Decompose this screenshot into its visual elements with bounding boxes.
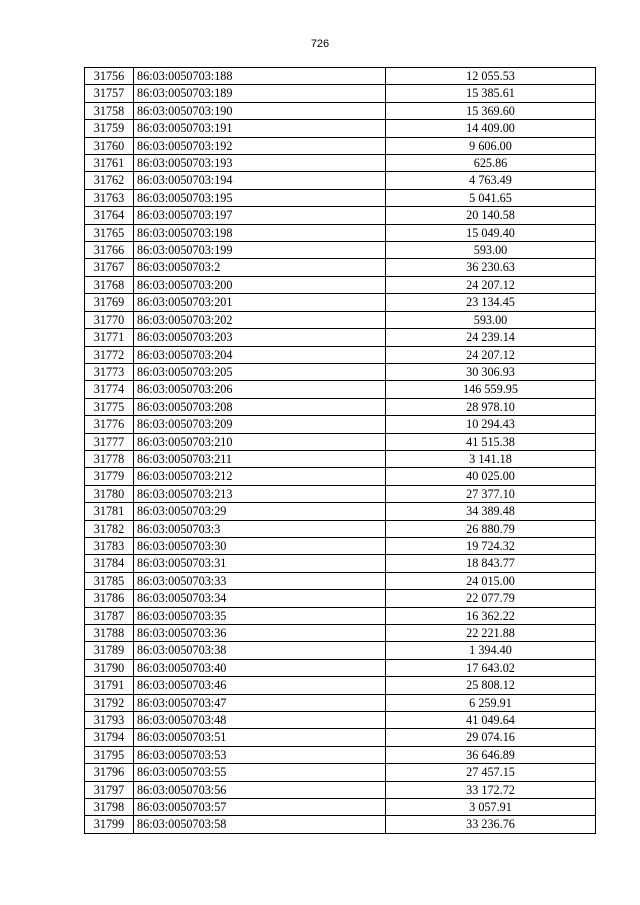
cadastral-code-cell: 86:03:0050703:198	[134, 224, 386, 241]
table-row	[85, 242, 596, 259]
cadastral-code-cell: 86:03:0050703:197	[134, 207, 386, 224]
table-row	[85, 137, 596, 154]
row-number-cell: 31776	[85, 416, 134, 433]
table-row	[85, 294, 596, 311]
table-row	[85, 642, 596, 659]
value-cell: 40 025.00	[386, 468, 596, 485]
row-number-cell: 31768	[85, 276, 134, 293]
value-cell: 10 294.43	[386, 416, 596, 433]
row-number-cell: 31788	[85, 625, 134, 642]
row-number-cell: 31774	[85, 381, 134, 398]
value-cell: 28 978.10	[386, 398, 596, 415]
value-cell: 22 221.88	[386, 625, 596, 642]
table-row	[85, 468, 596, 485]
cadastral-code-cell: 86:03:0050703:33	[134, 572, 386, 589]
cadastral-code-cell: 86:03:0050703:208	[134, 398, 386, 415]
row-number-cell: 31773	[85, 363, 134, 380]
table-row	[85, 485, 596, 502]
row-number-cell: 31770	[85, 311, 134, 328]
row-number-cell: 31786	[85, 590, 134, 607]
cadastral-code-cell: 86:03:0050703:3	[134, 520, 386, 537]
value-cell: 33 172.72	[386, 781, 596, 798]
value-cell: 16 362.22	[386, 607, 596, 624]
table-row	[85, 781, 596, 798]
table-row	[85, 155, 596, 172]
row-number-cell: 31757	[85, 85, 134, 102]
table-row	[85, 537, 596, 554]
row-number-cell: 31795	[85, 746, 134, 763]
row-number-cell: 31787	[85, 607, 134, 624]
table-row	[85, 329, 596, 346]
value-cell: 24 015.00	[386, 572, 596, 589]
table-row	[85, 450, 596, 467]
row-number-cell: 31777	[85, 433, 134, 450]
cadastral-code-cell: 86:03:0050703:47	[134, 694, 386, 711]
cadastral-code-cell: 86:03:0050703:34	[134, 590, 386, 607]
value-cell: 34 389.48	[386, 503, 596, 520]
cadastral-code-cell: 86:03:0050703:212	[134, 468, 386, 485]
row-number-cell: 31765	[85, 224, 134, 241]
row-number-cell: 31792	[85, 694, 134, 711]
table-row	[85, 102, 596, 119]
value-cell: 41 515.38	[386, 433, 596, 450]
cadastral-code-cell: 86:03:0050703:53	[134, 746, 386, 763]
value-cell: 24 239.14	[386, 329, 596, 346]
row-number-cell: 31783	[85, 537, 134, 554]
cadastral-code-cell: 86:03:0050703:2	[134, 259, 386, 276]
row-number-cell: 31764	[85, 207, 134, 224]
table-row	[85, 311, 596, 328]
value-cell: 3 057.91	[386, 799, 596, 816]
cadastral-code-cell: 86:03:0050703:35	[134, 607, 386, 624]
value-cell: 20 140.58	[386, 207, 596, 224]
cadastral-code-cell: 86:03:0050703:38	[134, 642, 386, 659]
row-number-cell: 31785	[85, 572, 134, 589]
cadastral-code-cell: 86:03:0050703:188	[134, 68, 386, 85]
table-row	[85, 85, 596, 102]
cadastral-code-cell: 86:03:0050703:51	[134, 729, 386, 746]
table-row	[85, 764, 596, 781]
cadastral-code-cell: 86:03:0050703:29	[134, 503, 386, 520]
table-row	[85, 68, 596, 85]
table-row	[85, 189, 596, 206]
row-number-cell: 31796	[85, 764, 134, 781]
table-row	[85, 712, 596, 729]
value-cell: 15 369.60	[386, 102, 596, 119]
value-cell: 9 606.00	[386, 137, 596, 154]
cadastral-code-cell: 86:03:0050703:55	[134, 764, 386, 781]
table-row	[85, 746, 596, 763]
row-number-cell: 31798	[85, 799, 134, 816]
cadastral-code-cell: 86:03:0050703:192	[134, 137, 386, 154]
table-row	[85, 416, 596, 433]
row-number-cell: 31771	[85, 329, 134, 346]
table-row	[85, 677, 596, 694]
value-cell: 15 385.61	[386, 85, 596, 102]
row-number-cell: 31778	[85, 450, 134, 467]
row-number-cell: 31781	[85, 503, 134, 520]
table-row	[85, 346, 596, 363]
cadastral-code-cell: 86:03:0050703:213	[134, 485, 386, 502]
table-row	[85, 799, 596, 816]
table-row	[85, 659, 596, 676]
page-number: 726	[310, 38, 330, 50]
table-row	[85, 433, 596, 450]
cadastral-code-cell: 86:03:0050703:204	[134, 346, 386, 363]
cadastral-code-cell: 86:03:0050703:201	[134, 294, 386, 311]
value-cell: 23 134.45	[386, 294, 596, 311]
value-cell: 146 559.95	[386, 381, 596, 398]
row-number-cell: 31763	[85, 189, 134, 206]
table-row	[85, 398, 596, 415]
table-row	[85, 503, 596, 520]
row-number-cell: 31759	[85, 120, 134, 137]
value-cell: 33 236.76	[386, 816, 596, 833]
cadastral-code-cell: 86:03:0050703:48	[134, 712, 386, 729]
cadastral-code-cell: 86:03:0050703:206	[134, 381, 386, 398]
cadastral-code-cell: 86:03:0050703:209	[134, 416, 386, 433]
row-number-cell: 31782	[85, 520, 134, 537]
row-number-cell: 31756	[85, 68, 134, 85]
value-cell: 27 457.15	[386, 764, 596, 781]
value-cell: 17 643.02	[386, 659, 596, 676]
row-number-cell: 31780	[85, 485, 134, 502]
cadastral-code-cell: 86:03:0050703:205	[134, 363, 386, 380]
row-number-cell: 31790	[85, 659, 134, 676]
table-row	[85, 729, 596, 746]
row-number-cell: 31797	[85, 781, 134, 798]
table-row	[85, 816, 596, 833]
cadastral-code-cell: 86:03:0050703:56	[134, 781, 386, 798]
row-number-cell: 31762	[85, 172, 134, 189]
row-number-cell: 31772	[85, 346, 134, 363]
value-cell: 24 207.12	[386, 276, 596, 293]
value-cell: 25 808.12	[386, 677, 596, 694]
value-cell: 625.86	[386, 155, 596, 172]
value-cell: 15 049.40	[386, 224, 596, 241]
value-cell: 36 230.63	[386, 259, 596, 276]
table-row	[85, 590, 596, 607]
value-cell: 19 724.32	[386, 537, 596, 554]
cadastral-code-cell: 86:03:0050703:202	[134, 311, 386, 328]
value-cell: 36 646.89	[386, 746, 596, 763]
row-number-cell: 31794	[85, 729, 134, 746]
cadastral-code-cell: 86:03:0050703:203	[134, 329, 386, 346]
row-number-cell: 31775	[85, 398, 134, 415]
table-row	[85, 224, 596, 241]
cadastral-code-cell: 86:03:0050703:31	[134, 555, 386, 572]
cadastral-code-cell: 86:03:0050703:46	[134, 677, 386, 694]
row-number-cell: 31799	[85, 816, 134, 833]
cadastral-code-cell: 86:03:0050703:189	[134, 85, 386, 102]
table-row	[85, 120, 596, 137]
table-row	[85, 276, 596, 293]
cadastral-code-cell: 86:03:0050703:211	[134, 450, 386, 467]
row-number-cell: 31779	[85, 468, 134, 485]
cadastral-code-cell: 86:03:0050703:195	[134, 189, 386, 206]
value-cell: 4 763.49	[386, 172, 596, 189]
table-row	[85, 381, 596, 398]
cadastral-code-cell: 86:03:0050703:191	[134, 120, 386, 137]
cadastral-code-cell: 86:03:0050703:193	[134, 155, 386, 172]
row-number-cell: 31789	[85, 642, 134, 659]
table-row	[85, 572, 596, 589]
value-cell: 593.00	[386, 311, 596, 328]
value-cell: 30 306.93	[386, 363, 596, 380]
table-row	[85, 259, 596, 276]
value-cell: 41 049.64	[386, 712, 596, 729]
row-number-cell: 31791	[85, 677, 134, 694]
table-row	[85, 625, 596, 642]
value-cell: 3 141.18	[386, 450, 596, 467]
row-number-cell: 31767	[85, 259, 134, 276]
row-number-cell: 31784	[85, 555, 134, 572]
row-number-cell: 31793	[85, 712, 134, 729]
table-body	[85, 68, 596, 834]
cadastral-code-cell: 86:03:0050703:30	[134, 537, 386, 554]
table-row	[85, 520, 596, 537]
cadastral-code-cell: 86:03:0050703:58	[134, 816, 386, 833]
value-cell: 24 207.12	[386, 346, 596, 363]
cadastral-code-cell: 86:03:0050703:200	[134, 276, 386, 293]
value-cell: 1 394.40	[386, 642, 596, 659]
value-cell: 29 074.16	[386, 729, 596, 746]
row-number-cell: 31769	[85, 294, 134, 311]
table-row	[85, 694, 596, 711]
value-cell: 12 055.53	[386, 68, 596, 85]
cadastral-code-cell: 86:03:0050703:190	[134, 102, 386, 119]
value-cell: 26 880.79	[386, 520, 596, 537]
cadastral-code-cell: 86:03:0050703:40	[134, 659, 386, 676]
value-cell: 6 259.91	[386, 694, 596, 711]
value-cell: 22 077.79	[386, 590, 596, 607]
value-cell: 5 041.65	[386, 189, 596, 206]
cadastral-code-cell: 86:03:0050703:210	[134, 433, 386, 450]
row-number-cell: 31761	[85, 155, 134, 172]
table-row	[85, 363, 596, 380]
cadastral-code-cell: 86:03:0050703:36	[134, 625, 386, 642]
table-row	[85, 172, 596, 189]
table-row	[85, 207, 596, 224]
row-number-cell: 31760	[85, 137, 134, 154]
table-row	[85, 555, 596, 572]
value-cell: 593.00	[386, 242, 596, 259]
value-cell: 27 377.10	[386, 485, 596, 502]
cadastral-code-cell: 86:03:0050703:199	[134, 242, 386, 259]
table-row	[85, 607, 596, 624]
data-table	[84, 67, 596, 834]
row-number-cell: 31766	[85, 242, 134, 259]
cadastral-code-cell: 86:03:0050703:57	[134, 799, 386, 816]
row-number-cell: 31758	[85, 102, 134, 119]
value-cell: 14 409.00	[386, 120, 596, 137]
cadastral-code-cell: 86:03:0050703:194	[134, 172, 386, 189]
value-cell: 18 843.77	[386, 555, 596, 572]
